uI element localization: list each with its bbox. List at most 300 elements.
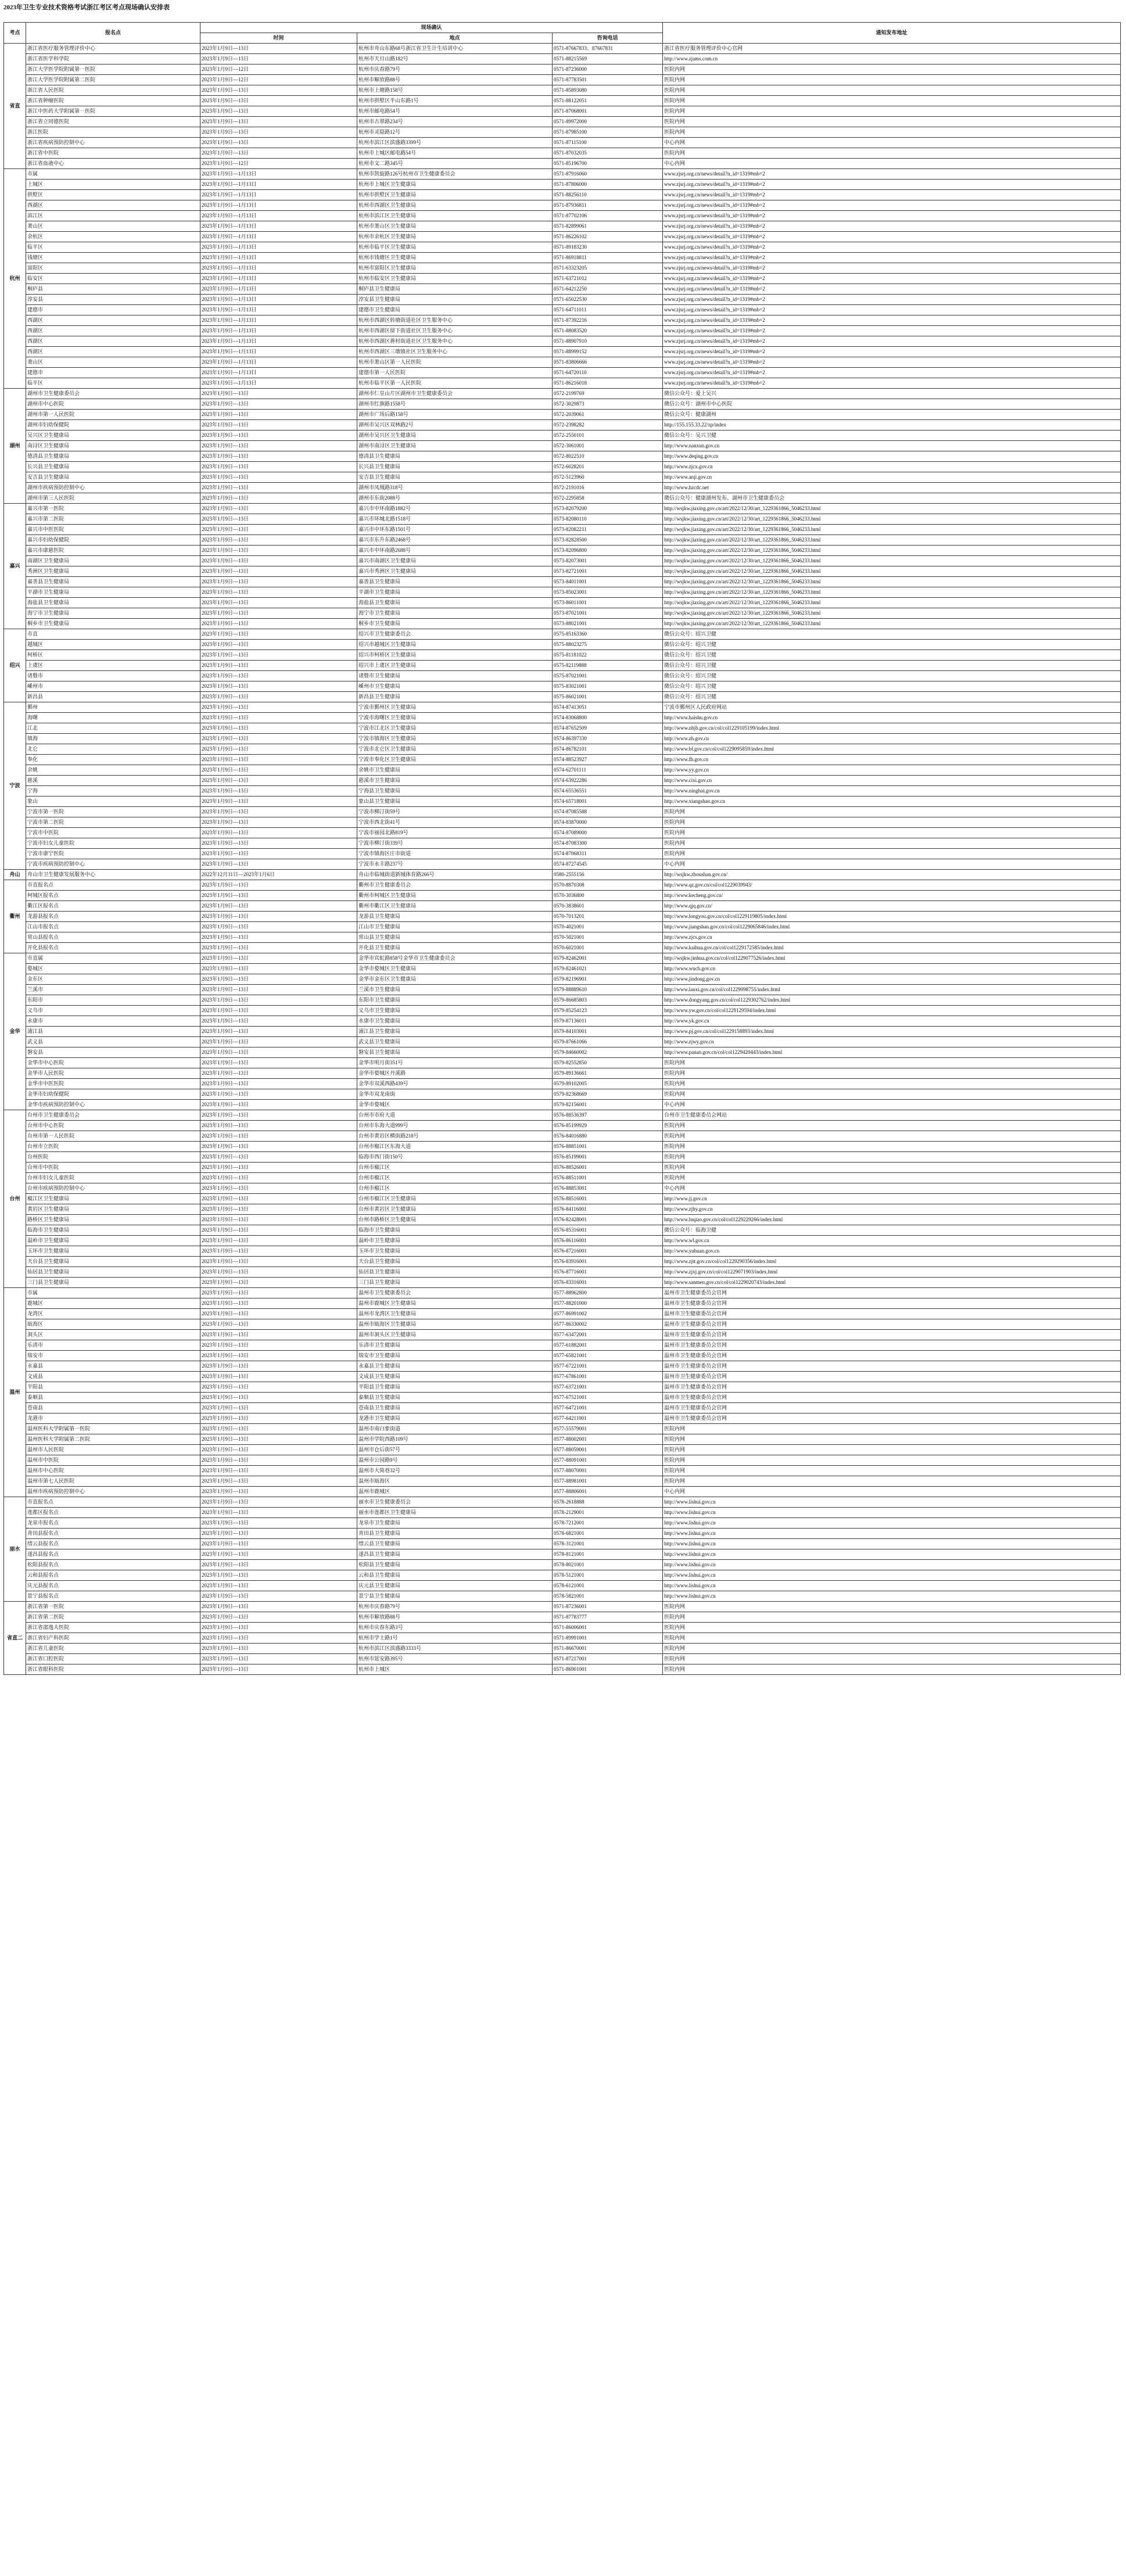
table-row — [4, 912, 1121, 922]
phone-cell: 0576-88511001 — [553, 1173, 663, 1183]
site-cell: 景宁县报名点 — [26, 1591, 200, 1602]
site-cell: 建德市 — [26, 368, 200, 378]
time-cell: 2023年1月9日—13日 — [200, 1152, 357, 1163]
phone-cell: 0573-82073001 — [553, 556, 663, 566]
notice-cell: http://wsjkw.zhoushan.gov.cn/ — [663, 870, 1121, 880]
table-row — [4, 1163, 1121, 1173]
site-cell: 镇海 — [26, 734, 200, 744]
site-cell: 仙居县卫生健康局 — [26, 1267, 200, 1278]
phone-cell: 0574-88523927 — [553, 755, 663, 765]
phone-cell: 0577-55579001 — [553, 1424, 663, 1434]
notice-cell: http://wsjkw.jiaxing.gov.cn/art/2022/12/30/art_1229361866_5046233.html — [663, 577, 1121, 587]
time-cell: 2023年1月9日—13日 — [200, 1246, 357, 1257]
place-cell: 杭州市天目山路182号 — [357, 54, 553, 64]
place-cell: 缙云县卫生健康局 — [357, 1539, 553, 1549]
notice-cell: www.zjsrj.org.cn/news/detail?n_id=1319#mb=2 — [663, 211, 1121, 221]
site-cell: 浙江省眼科医院 — [26, 1664, 200, 1675]
site-cell: 金东区 — [26, 974, 200, 985]
place-cell: 宁波市丽园北路819号 — [357, 828, 553, 838]
phone-cell: 0572-2550101 — [553, 430, 663, 441]
confirmation-schedule-table — [3, 22, 1121, 1675]
phone-cell: 0576-84116001 — [553, 1204, 663, 1215]
phone-cell: 0571-87667833、87667831 — [553, 44, 663, 54]
notice-cell: www.zjsrj.org.cn/news/detail?n_id=1319#mb=2 — [663, 295, 1121, 305]
phone-cell: 0571-88215569 — [553, 54, 663, 64]
site-cell: 南湖区卫生健康局 — [26, 556, 200, 566]
notice-cell: 温州市卫生健康委员会官网 — [663, 1372, 1121, 1382]
city-cell: 温州 — [4, 1288, 26, 1497]
notice-cell: www.zjsrj.org.cn/news/detail?n_id=1319#mb=2 — [663, 274, 1121, 284]
phone-cell: 0571-82899061 — [553, 221, 663, 232]
place-cell: 温州市鹿城区 — [357, 1487, 553, 1497]
time-cell: 2023年1月9日—13日 — [200, 943, 357, 953]
site-cell: 安吉县卫生健康局 — [26, 472, 200, 483]
place-cell: 海盐县卫生健康局 — [357, 598, 553, 608]
place-cell: 余姚市卫生健康局 — [357, 765, 553, 776]
phone-cell: 0571-87392216 — [553, 315, 663, 326]
time-cell: 2023年1月9日—13日 — [200, 1204, 357, 1215]
phone-cell: 0573-82079200 — [553, 504, 663, 514]
place-cell: 绍兴市卫生健康委员会 — [357, 629, 553, 640]
site-cell: 湖州市第三人民医院 — [26, 493, 200, 504]
notice-cell: 医院内网 — [663, 1058, 1121, 1068]
notice-cell: http://www.kecheng.gov.cn/ — [663, 891, 1121, 901]
notice-cell: 医院内网 — [663, 127, 1121, 138]
place-cell: 杭州市解放路88号 — [357, 1612, 553, 1623]
time-cell: 2023年1月9日—13日 — [200, 546, 357, 556]
time-cell: 2023年1月9日—13日 — [200, 985, 357, 995]
place-cell: 台州市黄岩区卫生健康局 — [357, 1204, 553, 1215]
phone-cell: 0571-87115100 — [553, 138, 663, 148]
phone-cell: 0575-87021001 — [553, 671, 663, 681]
site-cell: 临平区 — [26, 242, 200, 253]
site-cell: 嘉兴市妇幼保健院 — [26, 535, 200, 546]
time-cell: 2023年1月9日—13日 — [200, 85, 357, 96]
notice-cell: http://www.zjtt.gov.cn/col/col1229290356/index.html — [663, 1257, 1121, 1267]
notice-cell: http://www.yw.gov.cn/col/col1229129594/index.html — [663, 1006, 1121, 1016]
place-cell: 桐乡市卫生健康局 — [357, 619, 553, 629]
notice-cell: 微信公众号：绍兴卫健 — [663, 692, 1121, 702]
table-row — [4, 504, 1121, 514]
table-row — [4, 1006, 1121, 1016]
table-row — [4, 995, 1121, 1006]
phone-cell: 0579-89136661 — [553, 1068, 663, 1079]
header-place: 地点 — [357, 33, 553, 44]
table-row — [4, 368, 1121, 378]
site-cell: 台州医院 — [26, 1152, 200, 1163]
notice-cell: 温州市卫生健康委员会官网 — [663, 1309, 1121, 1319]
phone-cell: 0576-83916001 — [553, 1257, 663, 1267]
table-row — [4, 1236, 1121, 1246]
place-cell: 三门县卫生健康局 — [357, 1278, 553, 1288]
notice-cell: 微信公众号：绍兴卫健 — [663, 661, 1121, 671]
table-row — [4, 1372, 1121, 1382]
time-cell: 2023年1月9日—13日 — [200, 441, 357, 451]
table-row — [4, 734, 1121, 744]
time-cell: 2023年1月9日—13日 — [200, 389, 357, 399]
site-cell: 桐庐县 — [26, 284, 200, 295]
notice-cell: www.zjsrj.org.cn/news/detail?n_id=1319#mb=2 — [663, 326, 1121, 336]
phone-cell: 0577-88059001 — [553, 1445, 663, 1455]
notice-cell: 微信公众号：湖州市中心医院 — [663, 399, 1121, 410]
phone-cell: 0574-87068311 — [553, 849, 663, 859]
phone-cell: 0577-88806001 — [553, 1487, 663, 1497]
phone-cell: 0574-83068800 — [553, 713, 663, 723]
place-cell: 浦江县卫生健康局 — [357, 1027, 553, 1037]
table-row — [4, 953, 1121, 964]
notice-cell: http://www.pj.gov.cn/col/col1229158893/index.html — [663, 1027, 1121, 1037]
notice-cell: http://wsjkw.jiaxing.gov.cn/art/2022/12/30/art_1229361866_5046233.html — [663, 525, 1121, 535]
phone-cell: 0576-88516001 — [553, 1194, 663, 1204]
phone-cell: 0571-89972000 — [553, 117, 663, 127]
table-row — [4, 1225, 1121, 1236]
site-cell: 越城区 — [26, 640, 200, 650]
table-row — [4, 974, 1121, 985]
site-cell: 鹿城区 — [26, 1298, 200, 1309]
time-cell: 2023年1月9日—13日 — [200, 1278, 357, 1288]
notice-cell: 医院内网 — [663, 807, 1121, 817]
notice-cell: 医院内网 — [663, 838, 1121, 849]
time-cell: 2023年1月9日—1月13日 — [200, 378, 357, 389]
place-cell: 温州市学院西路109号 — [357, 1434, 553, 1445]
phone-cell: 0570-3838601 — [553, 901, 663, 912]
site-cell: 平阳县 — [26, 1382, 200, 1393]
table-row — [4, 1173, 1121, 1183]
place-cell: 杭州市学士路1号 — [357, 1633, 553, 1644]
phone-cell: 0578-8021001 — [553, 1560, 663, 1570]
site-cell: 苍南县 — [26, 1403, 200, 1413]
table-row — [4, 525, 1121, 535]
site-cell: 建德市 — [26, 305, 200, 315]
time-cell: 2023年1月9日—13日 — [200, 702, 357, 713]
site-cell: 宁波市妇女儿童医院 — [26, 838, 200, 849]
notice-cell: http://www.anji.gov.cn — [663, 472, 1121, 483]
site-cell: 北仑 — [26, 744, 200, 755]
notice-cell: www.zjsrj.org.cn/news/detail?n_id=1319#mb=2 — [663, 305, 1121, 315]
table-row — [4, 1340, 1121, 1351]
site-cell: 黄岩区卫生健康局 — [26, 1204, 200, 1215]
time-cell: 2023年1月9日—13日 — [200, 1372, 357, 1382]
notice-cell: 医院内网 — [663, 1089, 1121, 1100]
table-row — [4, 1267, 1121, 1278]
site-cell: 莲都区报名点 — [26, 1508, 200, 1518]
notice-cell: www.zjsrj.org.cn/news/detail?n_id=1319#mb=2 — [663, 315, 1121, 326]
notice-cell: 温州市卫生健康委员会官网 — [663, 1382, 1121, 1393]
place-cell: 杭州市解放路88号 — [357, 75, 553, 85]
phone-cell: 0577-67861001 — [553, 1372, 663, 1382]
place-cell: 宁波市镇海区庄市街道 — [357, 849, 553, 859]
table-row — [4, 713, 1121, 723]
table-row — [4, 159, 1121, 169]
notice-cell: 温州市卫生健康委员会官网 — [663, 1361, 1121, 1372]
notice-cell: www.zjsrj.org.cn/news/detail?n_id=1319#mb=2 — [663, 221, 1121, 232]
place-cell: 台州市椒江区卫生健康局 — [357, 1194, 553, 1204]
time-cell: 2023年1月9日—13日 — [200, 734, 357, 744]
place-cell: 杭州市余杭区卫生健康局 — [357, 232, 553, 242]
notice-cell: http://wsjkw.jinhua.gov.cn/col/col1229077526/index.html — [663, 953, 1121, 964]
site-cell: 西湖区 — [26, 336, 200, 347]
place-cell: 杭州市西湖区留下街道社区卫生服务中心 — [357, 326, 553, 336]
place-cell: 乐清市卫生健康局 — [357, 1340, 553, 1351]
site-cell: 台州市中医院 — [26, 1163, 200, 1173]
table-row — [4, 1549, 1121, 1560]
table-row — [4, 462, 1121, 472]
table-row — [4, 838, 1121, 849]
site-cell: 宁海 — [26, 786, 200, 797]
time-cell: 2023年1月9日—13日 — [200, 493, 357, 504]
phone-cell: 0573-82096800 — [553, 546, 663, 556]
time-cell: 2023年1月9日—13日 — [200, 1508, 357, 1518]
notice-cell: www.zjsrj.org.cn/news/detail?n_id=1319#mb=2 — [663, 336, 1121, 347]
time-cell: 2023年1月9日—1月13日 — [200, 232, 357, 242]
table-row — [4, 180, 1121, 190]
time-cell: 2023年1月9日—13日 — [200, 964, 357, 974]
site-cell: 遂昌县报名点 — [26, 1549, 200, 1560]
table-row — [4, 221, 1121, 232]
time-cell: 2023年1月9日—13日 — [200, 619, 357, 629]
city-cell: 丽水 — [4, 1497, 26, 1602]
site-cell: 温州市中心医院 — [26, 1466, 200, 1476]
phone-cell: 0572-2039061 — [553, 410, 663, 420]
time-cell: 2023年1月9日—13日 — [200, 1027, 357, 1037]
notice-cell: 医院内网 — [663, 1068, 1121, 1079]
place-cell: 金华市金东区卫生健康局 — [357, 974, 553, 985]
city-cell: 杭州 — [4, 169, 26, 389]
place-cell: 杭州市庆春路79号 — [357, 64, 553, 75]
phone-cell: 0572-2398282 — [553, 420, 663, 430]
time-cell: 2023年1月9日—1月13日 — [200, 347, 357, 357]
site-cell: 台州市疾病预防控制中心 — [26, 1183, 200, 1194]
city-cell: 舟山 — [4, 870, 26, 880]
phone-cell: 0571-87806000 — [553, 180, 663, 190]
place-cell: 常山县卫生健康局 — [357, 932, 553, 943]
time-cell: 2023年1月9日—13日 — [200, 1309, 357, 1319]
phone-cell: 0576-88851001 — [553, 1142, 663, 1152]
table-row — [4, 577, 1121, 587]
time-cell: 2023年1月9日—13日 — [200, 1298, 357, 1309]
notice-cell: 中心内网 — [663, 1100, 1121, 1110]
place-cell: 温州市大简巷32号 — [357, 1466, 553, 1476]
notice-cell: http://www.lishui.gov.cn — [663, 1508, 1121, 1518]
phone-cell: 0571-87032035 — [553, 148, 663, 159]
notice-cell: 医院内网 — [663, 106, 1121, 117]
place-cell: 杭州市灵隐路12号 — [357, 127, 553, 138]
phone-cell: 0579-82156001 — [553, 1100, 663, 1110]
time-cell: 2023年1月9日—13日 — [200, 1340, 357, 1351]
phone-cell: 0577-88002001 — [553, 1434, 663, 1445]
phone-cell: 0572-6028201 — [553, 462, 663, 472]
site-cell: 秀洲区卫生健康局 — [26, 566, 200, 577]
table-row — [4, 1079, 1121, 1089]
time-cell: 2023年1月9日—13日 — [200, 1549, 357, 1560]
city-cell: 湖州 — [4, 389, 26, 504]
time-cell: 2023年1月9日—13日 — [200, 671, 357, 681]
place-cell: 台州市市府大道 — [357, 1110, 553, 1121]
phone-cell: 0579-84660002 — [553, 1047, 663, 1058]
place-cell: 嘉兴市环城北路1518号 — [357, 514, 553, 525]
phone-cell: 0571-89991001 — [553, 1633, 663, 1644]
phone-cell: 0578-2129001 — [553, 1508, 663, 1518]
place-cell: 杭州市延安路395号 — [357, 1654, 553, 1664]
place-cell: 杭州市西湖区转塘街道社区卫生服务中心 — [357, 315, 553, 326]
notice-cell: 医院内网 — [663, 1173, 1121, 1183]
phone-cell: 0571-85196700 — [553, 159, 663, 169]
table-row — [4, 891, 1121, 901]
notice-cell: www.zjsrj.org.cn/news/detail?n_id=1319#mb=2 — [663, 378, 1121, 389]
notice-cell: http://www.wl.gov.cn — [663, 1236, 1121, 1246]
phone-cell: 0571-86918811 — [553, 253, 663, 263]
site-cell: 龙游县报名点 — [26, 912, 200, 922]
table-row — [4, 347, 1121, 357]
place-cell: 平湖市卫生健康局 — [357, 587, 553, 598]
site-cell: 浙江中医药大学附属第一医院 — [26, 106, 200, 117]
place-cell: 嘉善县卫生健康局 — [357, 577, 553, 587]
table-row — [4, 859, 1121, 870]
site-cell: 慈溪 — [26, 776, 200, 786]
site-cell: 浙江医院 — [26, 127, 200, 138]
place-cell: 杭州市拱墅区卫生健康局 — [357, 190, 553, 200]
time-cell: 2023年1月9日—13日 — [200, 1633, 357, 1644]
phone-cell: 0574-87085588 — [553, 807, 663, 817]
notice-cell: 温州市卫生健康委员会官网 — [663, 1340, 1121, 1351]
phone-cell: 0571-87936811 — [553, 200, 663, 211]
site-cell: 衢江区报名点 — [26, 901, 200, 912]
place-cell: 杭州市萧山区第一人民医院 — [357, 357, 553, 368]
table-row — [4, 378, 1121, 389]
time-cell: 2023年1月9日—13日 — [200, 96, 357, 106]
table-body — [4, 44, 1121, 1675]
time-cell: 2023年1月9日—12日 — [200, 75, 357, 85]
place-cell: 嘉兴市东升东路2468号 — [357, 535, 553, 546]
place-cell: 磐安县卫生健康局 — [357, 1047, 553, 1058]
table-row — [4, 1027, 1121, 1037]
phone-cell: 0573-82721001 — [553, 566, 663, 577]
header-notice: 通知发布地址 — [663, 23, 1121, 44]
site-cell: 鄞州 — [26, 702, 200, 713]
site-cell: 温州市人民医院 — [26, 1445, 200, 1455]
time-cell: 2023年1月9日—13日 — [200, 1424, 357, 1434]
table-row — [4, 410, 1121, 420]
time-cell: 2023年1月9日—1月13日 — [200, 180, 357, 190]
table-row — [4, 253, 1121, 263]
time-cell: 2023年1月9日—13日 — [200, 953, 357, 964]
table-row — [4, 1644, 1121, 1654]
notice-cell: 医院内网 — [663, 1142, 1121, 1152]
place-cell: 杭州市西湖区三墩镇社区卫生服务中心 — [357, 347, 553, 357]
notice-cell: 医院内网 — [663, 1152, 1121, 1163]
phone-cell: 0578-7212001 — [553, 1518, 663, 1529]
phone-cell: 0571-64212250 — [553, 284, 663, 295]
time-cell: 2023年1月9日—13日 — [200, 1173, 357, 1183]
site-cell: 洞头区 — [26, 1330, 200, 1340]
site-cell: 长兴县卫生健康局 — [26, 462, 200, 472]
site-cell: 浙江省口腔医院 — [26, 1654, 200, 1664]
notice-cell: 宁波市鄞州区人民政府网站 — [663, 702, 1121, 713]
place-cell: 宁波市柳汀街59号 — [357, 807, 553, 817]
place-cell: 绍兴市越城区卫生健康局 — [357, 640, 553, 650]
place-cell: 杭州市滨江区滨盛路3333号 — [357, 1644, 553, 1654]
site-cell: 东阳市 — [26, 995, 200, 1006]
time-cell: 2023年1月9日—13日 — [200, 1006, 357, 1016]
site-cell: 浙江省血液中心 — [26, 159, 200, 169]
time-cell: 2023年1月9日—13日 — [200, 577, 357, 587]
place-cell: 湖州市吴兴区双林路2号 — [357, 420, 553, 430]
site-cell: 市属 — [26, 1288, 200, 1298]
site-cell: 龙湾区 — [26, 1309, 200, 1319]
place-cell: 杭州市滨江区滨盛路3399号 — [357, 138, 553, 148]
phone-cell: 0579-89102005 — [553, 1079, 663, 1089]
place-cell: 金华市婺城区卫生健康局 — [357, 964, 553, 974]
site-cell: 嘉善县卫生健康局 — [26, 577, 200, 587]
table-row — [4, 1351, 1121, 1361]
site-cell: 浙江省第一医院 — [26, 1602, 200, 1612]
phone-cell: 0575-82119888 — [553, 661, 663, 671]
table-row — [4, 546, 1121, 556]
time-cell: 2023年1月9日—13日 — [200, 838, 357, 849]
place-cell: 台州市椒江区 — [357, 1173, 553, 1183]
time-cell: 2023年1月9日—13日 — [200, 1288, 357, 1298]
time-cell: 2023年1月9日—13日 — [200, 1664, 357, 1675]
place-cell: 杭州市滨江区卫生健康局 — [357, 211, 553, 221]
place-cell: 金华市双溪西路439号 — [357, 1079, 553, 1089]
site-cell: 温州市中医院 — [26, 1455, 200, 1466]
header-row-1 — [4, 23, 1121, 33]
table-row — [4, 922, 1121, 932]
table-row — [4, 671, 1121, 681]
phone-cell: 0571-86901001 — [553, 1664, 663, 1675]
place-cell: 海宁市卫生健康局 — [357, 608, 553, 619]
notice-cell: www.zjsrj.org.cn/news/detail?n_id=1319#mb=2 — [663, 284, 1121, 295]
phone-cell: 0571-87783501 — [553, 75, 663, 85]
place-cell: 温州市仓后街57号 — [357, 1445, 553, 1455]
time-cell: 2023年1月9日—13日 — [200, 1497, 357, 1508]
time-cell: 2023年1月9日—13日 — [200, 765, 357, 776]
time-cell: 2023年1月9日—13日 — [200, 1529, 357, 1539]
time-cell: 2023年1月9日—13日 — [200, 138, 357, 148]
place-cell: 瑞安市卫生健康局 — [357, 1351, 553, 1361]
time-cell: 2023年1月9日—13日 — [200, 912, 357, 922]
notice-cell: 医院内网 — [663, 1424, 1121, 1434]
notice-cell: http://www.lishui.gov.cn — [663, 1539, 1121, 1549]
place-cell: 云和县卫生健康局 — [357, 1570, 553, 1581]
notice-cell: http://www.xiangshan.gov.cn — [663, 797, 1121, 807]
notice-cell: 温州市卫生健康委员会官网 — [663, 1403, 1121, 1413]
notice-cell: 台州市卫生健康委员会网站 — [663, 1110, 1121, 1121]
place-cell: 嘉兴市中环东路1501号 — [357, 525, 553, 535]
phone-cell: 0574-62701111 — [553, 765, 663, 776]
site-cell: 温州市疾病预防控制中心 — [26, 1487, 200, 1497]
table-row — [4, 692, 1121, 702]
phone-cell: 0571-88256110 — [553, 190, 663, 200]
phone-cell: 0571-86670001 — [553, 1644, 663, 1654]
notice-cell: http://www.panan.gov.cn/col/col1229420443/index.html — [663, 1047, 1121, 1058]
phone-cell: 0571-89183230 — [553, 242, 663, 253]
notice-cell: 医院内网 — [663, 117, 1121, 127]
notice-cell: 温州市卫生健康委员会官网 — [663, 1330, 1121, 1340]
time-cell: 2023年1月9日—13日 — [200, 1455, 357, 1466]
notice-cell: http://wsjkw.jiaxing.gov.cn/art/2022/12/30/art_1229361866_5046233.html — [663, 556, 1121, 566]
phone-cell: 0578-6121001 — [553, 1581, 663, 1591]
phone-cell: 0570-3036800 — [553, 891, 663, 901]
table-row — [4, 326, 1121, 336]
table-row — [4, 1037, 1121, 1047]
place-cell: 杭州市上城区 — [357, 1664, 553, 1675]
time-cell: 2023年1月9日—13日 — [200, 640, 357, 650]
notice-cell: http://www.yy.gov.cn — [663, 765, 1121, 776]
notice-cell: http://www.yk.gov.cn — [663, 1016, 1121, 1027]
phone-cell: 0576-83316001 — [553, 1278, 663, 1288]
city-cell: 省直 — [4, 44, 26, 169]
